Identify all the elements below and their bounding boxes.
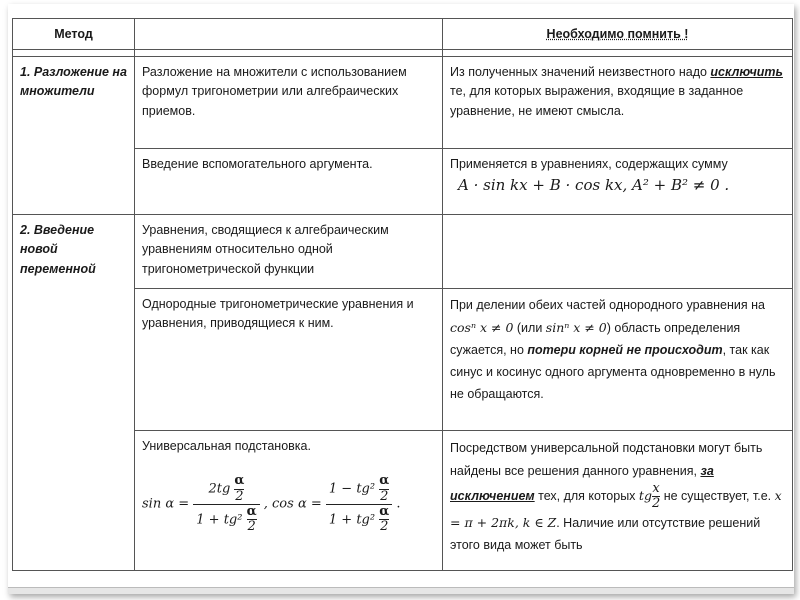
description-cell: Разложение на множители с использованием формул тригонометрии или алгебраических приемов. [135, 57, 443, 149]
universal-substitution-formula: sin α = 2tg $\frac{\alpha}{2}$ 1 + tg² $\frac{\alpha}{2}$ , cos α = 1 − tg² $\frac{\alpha}{2}$ 1 + tg² $\frac{\alpha}{2}$ . [142, 473, 401, 535]
formula: sinⁿ x ≠ 0 [545, 319, 607, 335]
description-cell: Универсальная подстановка. sin α = 2tg $\frac{\alpha}{2}$ 1 + tg² $\frac{\alpha}{2}$ , cos α = 1 − tg² $\frac{\alpha}{2}$ 1 + tg² $\frac{\alpha}{2}$ . [135, 431, 443, 571]
emphasis-text: за исключением [450, 463, 714, 504]
document-page [8, 4, 794, 594]
table-row [13, 215, 793, 289]
table-row [13, 57, 793, 149]
page-bottom-edge [8, 587, 794, 594]
description-cell: Однородные тригонометрические уравнения и уравнения, приводящиеся к ним. [135, 289, 443, 431]
header-method: Метод [13, 19, 135, 50]
emphasis-text: исключить [710, 65, 783, 79]
header-remember: Необходимо помнить ! [443, 19, 793, 50]
header-row [13, 19, 793, 50]
header-description [135, 19, 443, 50]
note-cell: Посредством универсальной подстановки могут быть найдены все решения данного уравнения, за исключением тех, для которых tg $\frac{x}{2}$ не существует, т.е. x = π + 2πk, k ∈ Z. Наличие или отсутствие решений этого вида может быть [443, 431, 793, 571]
note-cell: Применяется в уравнениях, содержащих сумму A · sin kx + B · cos kx, A² + B² ≠ 0 . [443, 149, 793, 215]
note-cell: Из полученных значений неизвестного надо исключить те, для которых выражения, входящие в заданное уравнение, не имеют смысла. [443, 57, 793, 149]
methods-table [12, 18, 793, 571]
formula: A · sin kx + B · cos kx, A² + B² ≠ 0 . [458, 176, 730, 195]
formula: cosⁿ x ≠ 0 [450, 319, 514, 335]
description-cell: Уравнения, сводящиеся к алгебраическим уравнениям относительно одной тригонометрической функции [135, 215, 443, 289]
note-cell [443, 215, 793, 289]
spacer-row [13, 50, 793, 57]
method-cell: 1. Разложение на множители [13, 57, 135, 215]
method-cell: 2. Введение новой переменной [13, 215, 135, 571]
note-cell: При делении обеих частей однородного уравнения на cosⁿ x ≠ 0 (или sinⁿ x ≠ 0) область определения сужается, но потери корней не происходит, так как синус и косинус одного аргумента одновременно в нуль не обращаются. [443, 289, 793, 431]
emphasis-text: потери корней не происходит [527, 342, 723, 357]
description-cell: Введение вспомогательного аргумента. [135, 149, 443, 215]
formula: x = π + 2πk, k ∈ Z [450, 488, 782, 530]
